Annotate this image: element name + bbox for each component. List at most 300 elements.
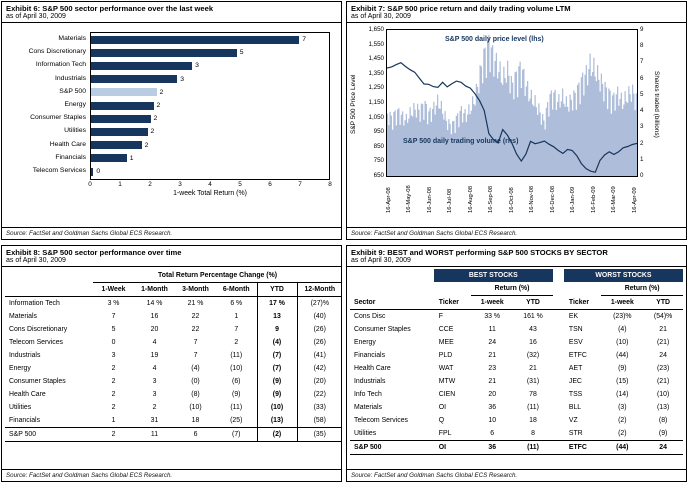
bar-value-label: 7: [302, 36, 307, 43]
table-row: [5, 336, 342, 349]
sector-cell: Utilities: [354, 430, 377, 437]
price-volume-chart: [347, 23, 686, 215]
sector-cell: Health Care: [354, 365, 391, 372]
left-axis-tick: 850: [373, 142, 384, 150]
right-axis-tick: 7: [640, 58, 644, 66]
bar-value-label: 2: [159, 88, 164, 96]
table-row: [350, 414, 683, 427]
gap-cell: [553, 296, 564, 310]
x-axis-title: 1-week Total Return (%): [173, 190, 247, 197]
ticker-cell: CIEN: [438, 391, 456, 398]
value-cell: 3 %: [107, 300, 120, 307]
date-tick-label: 16-Feb-09: [590, 186, 597, 213]
exhibit-9-title: Exhibit 9: BEST and WORST performing S&P 500 STOCKS BY SECTOR: [351, 248, 608, 257]
value-cell: 2: [111, 365, 116, 372]
value-cell: 16: [150, 313, 159, 320]
right-axis-tick: 3: [640, 123, 644, 131]
table-row: [350, 336, 683, 349]
value-cell: 7: [193, 339, 198, 346]
ticker-cell: PLD: [438, 352, 453, 359]
ticker-cell: OI: [438, 404, 447, 411]
bar-information-tech: [91, 62, 192, 70]
column-header-row: [350, 296, 683, 310]
sector-cell: Cons Discretionary: [9, 326, 68, 333]
value-cell: (10): [656, 391, 670, 398]
value-cell: (23): [656, 365, 670, 372]
value-cell: 0: [111, 339, 116, 346]
x-axis-date-labels: [386, 177, 638, 215]
source-text: Source: FactSet and Goldman Sachs Global ECS Research.: [6, 230, 173, 237]
value-cell: 7: [193, 352, 198, 359]
value-cell: 4: [152, 365, 157, 372]
table-row: [5, 310, 342, 323]
sector-cell: Materials: [9, 313, 37, 320]
ticker-cell: VZ: [568, 417, 578, 424]
value-cell: 1: [234, 313, 239, 320]
ticker-cell: STR: [568, 430, 583, 437]
value-cell: 17 %: [257, 297, 297, 311]
best-worst-stocks-table: [350, 269, 683, 455]
bar-category-label: Industrials: [55, 74, 86, 82]
value-cell: (15): [616, 378, 629, 385]
return-header: Return (%): [471, 282, 553, 296]
value-cell: 14 %: [146, 300, 163, 307]
value-cell: (2): [618, 430, 627, 437]
value-cell: (7): [216, 428, 257, 442]
date-tick-label: 16-Aug-08: [467, 185, 474, 213]
column-header: 1-week: [471, 296, 513, 310]
x-tick-label: 4: [208, 181, 212, 188]
value-cell: 18: [191, 417, 200, 424]
sector-performance-table-wrap: [2, 267, 341, 442]
bar-plot-area: [90, 32, 330, 180]
left-axis-tick: 1,450: [368, 55, 384, 63]
gap-cell: [553, 375, 564, 388]
value-cell: (9): [658, 430, 668, 437]
return-header: Return (%): [601, 282, 683, 296]
left-axis-title: S&P 500 Price Level: [350, 74, 357, 134]
ticker-cell: EK: [568, 313, 579, 320]
value-cell: 24: [643, 441, 683, 455]
value-cell: 1: [111, 417, 116, 424]
gap-cell: [553, 310, 564, 324]
ticker-cell: MTW: [438, 378, 456, 385]
gap-cell: [553, 323, 564, 336]
sp500-row: [5, 428, 342, 442]
value-cell: (21): [656, 339, 670, 346]
sector-cell: Energy: [9, 365, 31, 372]
ticker-cell: BLL: [568, 404, 582, 411]
exhibit-7-footer: [347, 227, 686, 239]
value-cell: 2: [234, 339, 239, 346]
bar-utilities: [91, 128, 148, 136]
date-tick-label: 16-Apr-09: [631, 187, 638, 213]
x-tick-label: 0: [88, 181, 92, 188]
bar-value-label: 2: [150, 128, 155, 136]
x-tick-label: 8: [328, 181, 332, 188]
date-tick-label: 16-Jun-08: [426, 186, 433, 213]
exhibit-8-title: Exhibit 8: S&P 500 sector performance over time: [6, 248, 182, 257]
value-cell: (10): [230, 365, 243, 372]
sector-bar-chart: [2, 23, 341, 197]
table-row: [350, 375, 683, 388]
bar-value-label: 2: [144, 141, 149, 149]
column-header: Ticker: [434, 296, 471, 310]
empty-cell: [350, 269, 434, 282]
left-axis-tick: 1,050: [368, 113, 384, 121]
value-cell: (21): [656, 378, 670, 385]
column-header: YTD: [513, 296, 553, 310]
value-cell: (2): [618, 417, 627, 424]
date-tick-label: 16-Mar-09: [611, 186, 618, 213]
date-tick-label: 16-May-08: [406, 185, 413, 213]
empty-cell: [350, 282, 434, 296]
gap-cell: [553, 401, 564, 414]
x-axis: [90, 180, 337, 189]
bar-category-labels: [4, 32, 90, 180]
table-row: [350, 427, 683, 441]
value-cell: (9): [618, 365, 627, 372]
exhibit-9-header: [347, 246, 686, 267]
ticker-cell: JEC: [568, 378, 582, 385]
table-row: [5, 362, 342, 375]
value-cell: 3: [111, 352, 116, 359]
value-cell: (25): [230, 417, 243, 424]
value-cell: 24: [659, 352, 667, 359]
value-cell: (35): [297, 428, 342, 442]
x-tick-label: 2: [148, 181, 152, 188]
sector-cell: Energy: [354, 339, 376, 346]
bar-category-label: Materials: [58, 35, 86, 42]
value-cell: 20: [150, 326, 159, 333]
gap-cell: [553, 282, 564, 296]
value-cell: (44): [601, 441, 643, 455]
value-cell: (44): [616, 352, 629, 359]
group-header-row: [5, 269, 342, 283]
gap-cell: [553, 388, 564, 401]
exhibit-6-header: [2, 2, 341, 23]
table-row: [5, 414, 342, 428]
bar-consumer-staples: [91, 115, 151, 123]
right-axis-tick: 8: [640, 42, 644, 50]
right-axis-tick: 4: [640, 107, 644, 115]
sector-cell: Cons Disc: [354, 313, 386, 320]
bar-value-label: 1: [129, 154, 134, 162]
exhibit-9-footer: [347, 469, 686, 481]
ticker-cell: AET: [568, 365, 583, 372]
value-cell: 7: [234, 326, 239, 333]
ticker-cell: CCE: [438, 326, 454, 333]
right-axis-tick: 9: [640, 26, 644, 33]
ticker-cell: ETFC: [568, 352, 587, 359]
left-axis-tick: 950: [373, 128, 384, 136]
sector-cell: Health Care: [9, 391, 46, 398]
value-cell: 43: [529, 326, 537, 333]
bar-value-label: 2: [153, 115, 158, 123]
value-cell: 78: [529, 391, 537, 398]
sector-cell: S&P 500: [350, 441, 434, 455]
value-cell: (3): [618, 404, 627, 411]
date-tick-label: 16-Jan-09: [570, 186, 577, 213]
column-header: 1-Week: [93, 283, 134, 297]
value-cell: (11): [230, 352, 243, 359]
value-cell: (54)%: [653, 313, 673, 320]
bar-category-label: Information Tech: [35, 61, 86, 69]
worst-stocks-header: WORST STOCKS: [564, 269, 683, 282]
value-cell: (20): [313, 378, 326, 385]
value-cell: 2: [152, 404, 157, 411]
value-cell: (41): [313, 352, 326, 359]
value-cell: (9): [232, 391, 241, 398]
bar-s-p-500: [91, 88, 157, 96]
sector-performance-table: [5, 269, 342, 442]
value-cell: (31): [526, 378, 540, 385]
volume-area-annotation: S&P 500 daily trading volume (rhs): [403, 138, 519, 145]
value-cell: 18: [529, 417, 537, 424]
value-cell: (11): [230, 404, 243, 411]
value-cell: (33): [313, 404, 326, 411]
bar-chart-row: [4, 32, 337, 180]
gap-cell: [553, 362, 564, 375]
value-cell: (40): [313, 313, 326, 320]
gap-cell: [553, 336, 564, 349]
value-cell: 16: [529, 339, 537, 346]
value-cell: 9: [257, 323, 297, 336]
x-tick-label: 3: [178, 181, 182, 188]
bar-category-label: Telecom Services: [32, 166, 86, 174]
value-cell: 19: [150, 352, 159, 359]
value-cell: (8): [658, 417, 668, 424]
table-row: [5, 375, 342, 388]
column-header: Sector: [350, 296, 434, 310]
value-cell: (58): [313, 417, 326, 424]
bar-materials: [91, 36, 299, 44]
value-cell: 5: [111, 326, 116, 333]
value-cell: (26): [313, 326, 326, 333]
value-cell: 21: [488, 378, 497, 385]
table-row: [5, 349, 342, 362]
bar-telecom-services: [91, 168, 93, 176]
column-header: Ticker: [564, 296, 601, 310]
value-cell: (14): [616, 391, 629, 398]
value-cell: (9): [257, 375, 297, 388]
value-cell: 31: [150, 417, 159, 424]
sector-cell: Utilities: [9, 404, 32, 411]
date-tick-label: 16-Nov-08: [529, 185, 536, 213]
best-stocks-header: BEST STOCKS: [434, 269, 553, 282]
return-header-row: [350, 282, 683, 296]
ticker-cell: TSS: [568, 391, 583, 398]
value-cell: (6): [232, 378, 241, 385]
sector-cell: Telecom Services: [354, 417, 408, 424]
value-cell: 21: [659, 326, 667, 333]
table-row: [5, 297, 342, 311]
bar-energy: [91, 102, 154, 110]
exhibit-7-panel: [346, 1, 687, 240]
bar-value-label: 3: [180, 75, 185, 83]
value-cell: (10): [189, 404, 202, 411]
date-tick-label: 16-Jul-08: [447, 188, 454, 213]
exhibit-6-title: Exhibit 6: S&P 500 sector performance over the last week: [6, 4, 214, 13]
exhibit-8-panel: [1, 245, 342, 482]
bar-category-label: Health Care: [49, 140, 86, 148]
value-cell: (42): [313, 365, 326, 372]
gap-cell: [553, 349, 564, 362]
value-cell: (4): [618, 326, 627, 333]
value-cell: 7: [111, 313, 116, 320]
left-axis-tick: 1,650: [368, 26, 384, 33]
price-line-annotation: S&P 500 daily price level (lhs): [445, 36, 544, 43]
ticker-cell: TSN: [568, 326, 583, 333]
ticker-cell: MEE: [438, 339, 454, 346]
bar-industrials: [91, 75, 177, 83]
exhibit-8-subtitle: as of April 30, 2009: [6, 257, 66, 264]
x-tick-label: 6: [268, 181, 272, 188]
left-axis-tick: 1,250: [368, 84, 384, 92]
sector-cell: Info Tech: [354, 391, 382, 398]
left-axis-tick: 1,550: [368, 40, 384, 48]
exhibit-9-panel: [346, 245, 687, 482]
left-axis-tick: 1,150: [368, 98, 384, 106]
column-header-row: [5, 283, 342, 297]
value-cell: 8: [531, 430, 535, 437]
gap-cell: [553, 269, 564, 282]
column-header: 6-Month: [216, 283, 257, 297]
value-cell: 20: [488, 391, 497, 398]
bar-value-label: 2: [156, 102, 161, 109]
value-cell: 4: [152, 339, 157, 346]
ticker-cell: ESV: [568, 339, 583, 346]
exhibit-7-subtitle: as of April 30, 2009: [351, 13, 411, 20]
right-axis-tick: 0: [640, 171, 644, 179]
table-row: [5, 388, 342, 401]
source-text: Source: FactSet and Goldman Sachs Global ECS Research.: [351, 230, 518, 237]
right-axis-tick: 2: [640, 139, 644, 147]
value-cell: 3: [152, 391, 157, 398]
value-cell: (26): [313, 339, 326, 346]
date-tick-label: 16-Sep-08: [488, 185, 495, 213]
x-tick-label: 5: [238, 181, 242, 188]
group-header-row: [350, 269, 683, 282]
exhibit-7-header: [347, 2, 686, 23]
bar-value-label: 5: [239, 49, 244, 57]
value-cell: 10: [488, 417, 497, 424]
value-cell: (27)%: [310, 300, 329, 307]
value-cell: 2: [111, 404, 116, 411]
exhibit-6-panel: [1, 1, 342, 240]
value-cell: (4): [257, 336, 297, 349]
value-cell: 6: [175, 428, 216, 442]
ticker-cell: F: [438, 313, 443, 320]
value-cell: (32): [526, 352, 540, 359]
right-axis-tick: 5: [640, 90, 644, 98]
sector-cell: Industrials: [9, 352, 41, 359]
value-cell: (10): [616, 339, 629, 346]
sector-cell: Financials: [354, 352, 386, 359]
bar-category-label: Utilities: [64, 127, 86, 135]
sector-cell: S&P 500: [5, 428, 93, 442]
left-axis-tick: 1,350: [368, 69, 384, 77]
exhibit-6-subtitle: as of April 30, 2009: [6, 13, 66, 20]
bar-category-label: Energy: [64, 100, 86, 108]
ticker-cell: ETFC: [564, 441, 601, 455]
gap-cell: [553, 441, 564, 455]
table-row: [350, 362, 683, 375]
volume-area: [387, 35, 637, 176]
value-cell: (7): [257, 349, 297, 362]
exhibit-8-header: [2, 246, 341, 267]
value-cell: (4): [191, 365, 200, 372]
date-tick-label: 16-Oct-08: [508, 187, 515, 213]
left-axis-tick: 650: [373, 171, 384, 179]
ticker-cell: WAT: [438, 365, 454, 372]
column-header: 3-Month: [175, 283, 216, 297]
bar-category-label: Consumer Staples: [30, 114, 86, 122]
column-header: 1-week: [601, 296, 643, 310]
right-axis-tick: 1: [640, 155, 644, 163]
value-cell: (9): [257, 388, 297, 401]
sector-cell: Consumer Staples: [354, 326, 411, 333]
value-cell: 11: [134, 428, 175, 442]
value-cell: (10): [257, 401, 297, 414]
table-row: [350, 310, 683, 324]
right-axis-title: Shares traded (billions): [653, 70, 660, 138]
value-cell: 21 %: [187, 300, 204, 307]
source-text: Source: FactSet and Goldman Sachs Global ECS Research.: [351, 472, 518, 479]
table-row: [5, 323, 342, 336]
exhibit-9-subtitle: as of April 30, 2009: [351, 257, 411, 264]
table-row: [350, 388, 683, 401]
value-cell: 21: [488, 352, 497, 359]
column-header: 1-Month: [134, 283, 175, 297]
value-cell: 3: [152, 378, 157, 385]
value-cell: (2): [257, 428, 297, 442]
bar-value-label: 3: [195, 62, 199, 70]
gap-cell: [553, 427, 564, 441]
value-cell: (7): [257, 362, 297, 375]
column-header: YTD: [257, 283, 297, 297]
value-cell: 2: [111, 378, 116, 385]
column-header: YTD: [643, 296, 683, 310]
x-axis-ticks: [90, 180, 330, 189]
bar-category-label: S&P 500: [59, 87, 86, 95]
sector-cell: Materials: [354, 404, 382, 411]
column-header: 12-Month: [297, 283, 342, 297]
empty-cell: [5, 283, 93, 297]
value-cell: 33 %: [484, 313, 501, 320]
value-cell: 6: [490, 430, 495, 437]
x-tick-label: 7: [298, 181, 302, 188]
value-cell: 11: [488, 326, 496, 333]
value-cell: 22: [191, 326, 200, 333]
empty-cell: [564, 282, 601, 296]
bar-health-care: [91, 141, 142, 149]
sector-cell: Financials: [9, 417, 41, 424]
table-row: [5, 401, 342, 414]
table-row: [350, 323, 683, 336]
value-cell: (13): [257, 414, 297, 428]
value-cell: 21: [529, 365, 537, 372]
left-axis-tick: 750: [373, 157, 384, 165]
sector-cell: Telecom Services: [9, 339, 63, 346]
sp500-row: [350, 441, 683, 455]
source-text: Source: FactSet and Goldman Sachs Global ECS Research.: [6, 472, 173, 479]
plot-area: [386, 29, 638, 177]
value-cell: (8): [191, 391, 200, 398]
gap-cell: [553, 414, 564, 427]
value-cell: 24: [488, 339, 497, 346]
value-cell: 36: [488, 404, 497, 411]
